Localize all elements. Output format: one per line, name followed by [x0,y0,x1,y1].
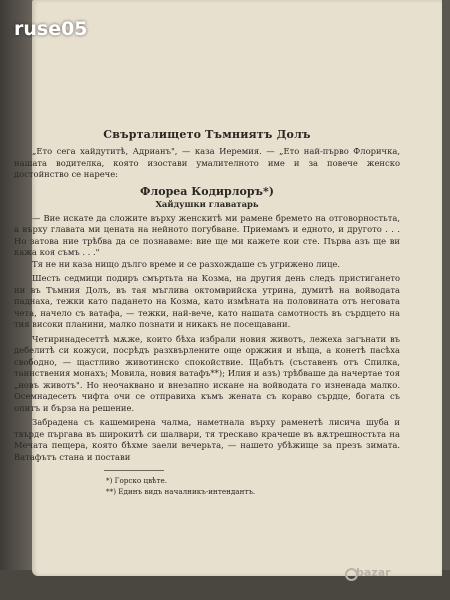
footnote-1: *) Горско цвѣте. [106,476,168,485]
chapter-title: Свърталището Тъмниятъ Долъ [103,128,311,141]
footnote-2: **) Единъ видъ началникъ-интендантъ. [106,487,256,496]
paragraph-1: — Вие искате да сложите върху женскитѣ ми рамене бремето на отговорностьта, а върху главата ми цената на нейното погубване. Приемамъ и едното, и другото . . . Но затова ние трѣбва да се познаваме: вие ще ми кажете кои сте. Първа азъ ще ви кажа коя съмъ . . ." [14,212,400,257]
watermark-text: ruse05 [14,18,88,40]
paragraph-2: Тя не ни каза нищо дълго време и се разхождаше съ угриженo лице. [32,258,341,269]
paragraph-5: Забрадена съ кашемирена чалма, наметнала върху раменетѣ лисича шуба и твърде пъргава въ широкитѣ си шалвари, тя трескаво крачеше въ вѫтрешностьта на Мечата пещера, която бѣхме заели вечерьта, — нашето убѣжище за презъ зимата. Ватафътъ стана и постави [14,417,400,462]
paragraph-3: Шесть седмици подиръ смъртьта на Козма, на другия день следъ пристигането ни въ Тъмния Долъ, въ тая мъглива октомврийска утрина, думитѣ на войводата паднаха, тежки като падането на Козма, като измѣната на половината отъ неговата чета, начело съ ватафа, — тежки, най-вече, като нашата самотность въ сърдцето на тия високи планини, малко познати и никакъ не посещавани. [14,273,400,329]
page-content [14,128,400,497]
footnote-divider [104,470,164,471]
brand-watermark: bazar [356,566,391,579]
intro-paragraph: „Ето сега хайдутитѣ, Адрианъ", — каза Иеремия. — „Ето най-първо Флоричка, нашата водителка, която изостави умалителното име и за повече женско достойнство се нарече: [14,146,400,179]
section-subheading: Хайдушки главатарь [155,198,259,209]
paragraph-4: Четиринадесеттѣ мѫже, които бѣха избрали новия животъ, лежеха загънати въ дебелитѣ си кожуси, посрѣдъ разхвърлените още оржжия и нѣща, а конетѣ пасѣха свободно, — щастливо животинско спокойствие. Щабътъ (съставенъ отъ Спилка, таинствения монахъ; Мовила, новия ватафъ**); Илия и азъ) трѣбваше да начертае тоя „новъ животъ". Но неочаквано и внезапно искане на войводата го изненада малко. Осемнадесеть чифта очи се отправиха къмъ жената съ корaво сърдце, богата съ опитъ и бърза на решение. [14,333,400,413]
section-heading: Флореа Кодирлоръ*) [140,184,274,198]
